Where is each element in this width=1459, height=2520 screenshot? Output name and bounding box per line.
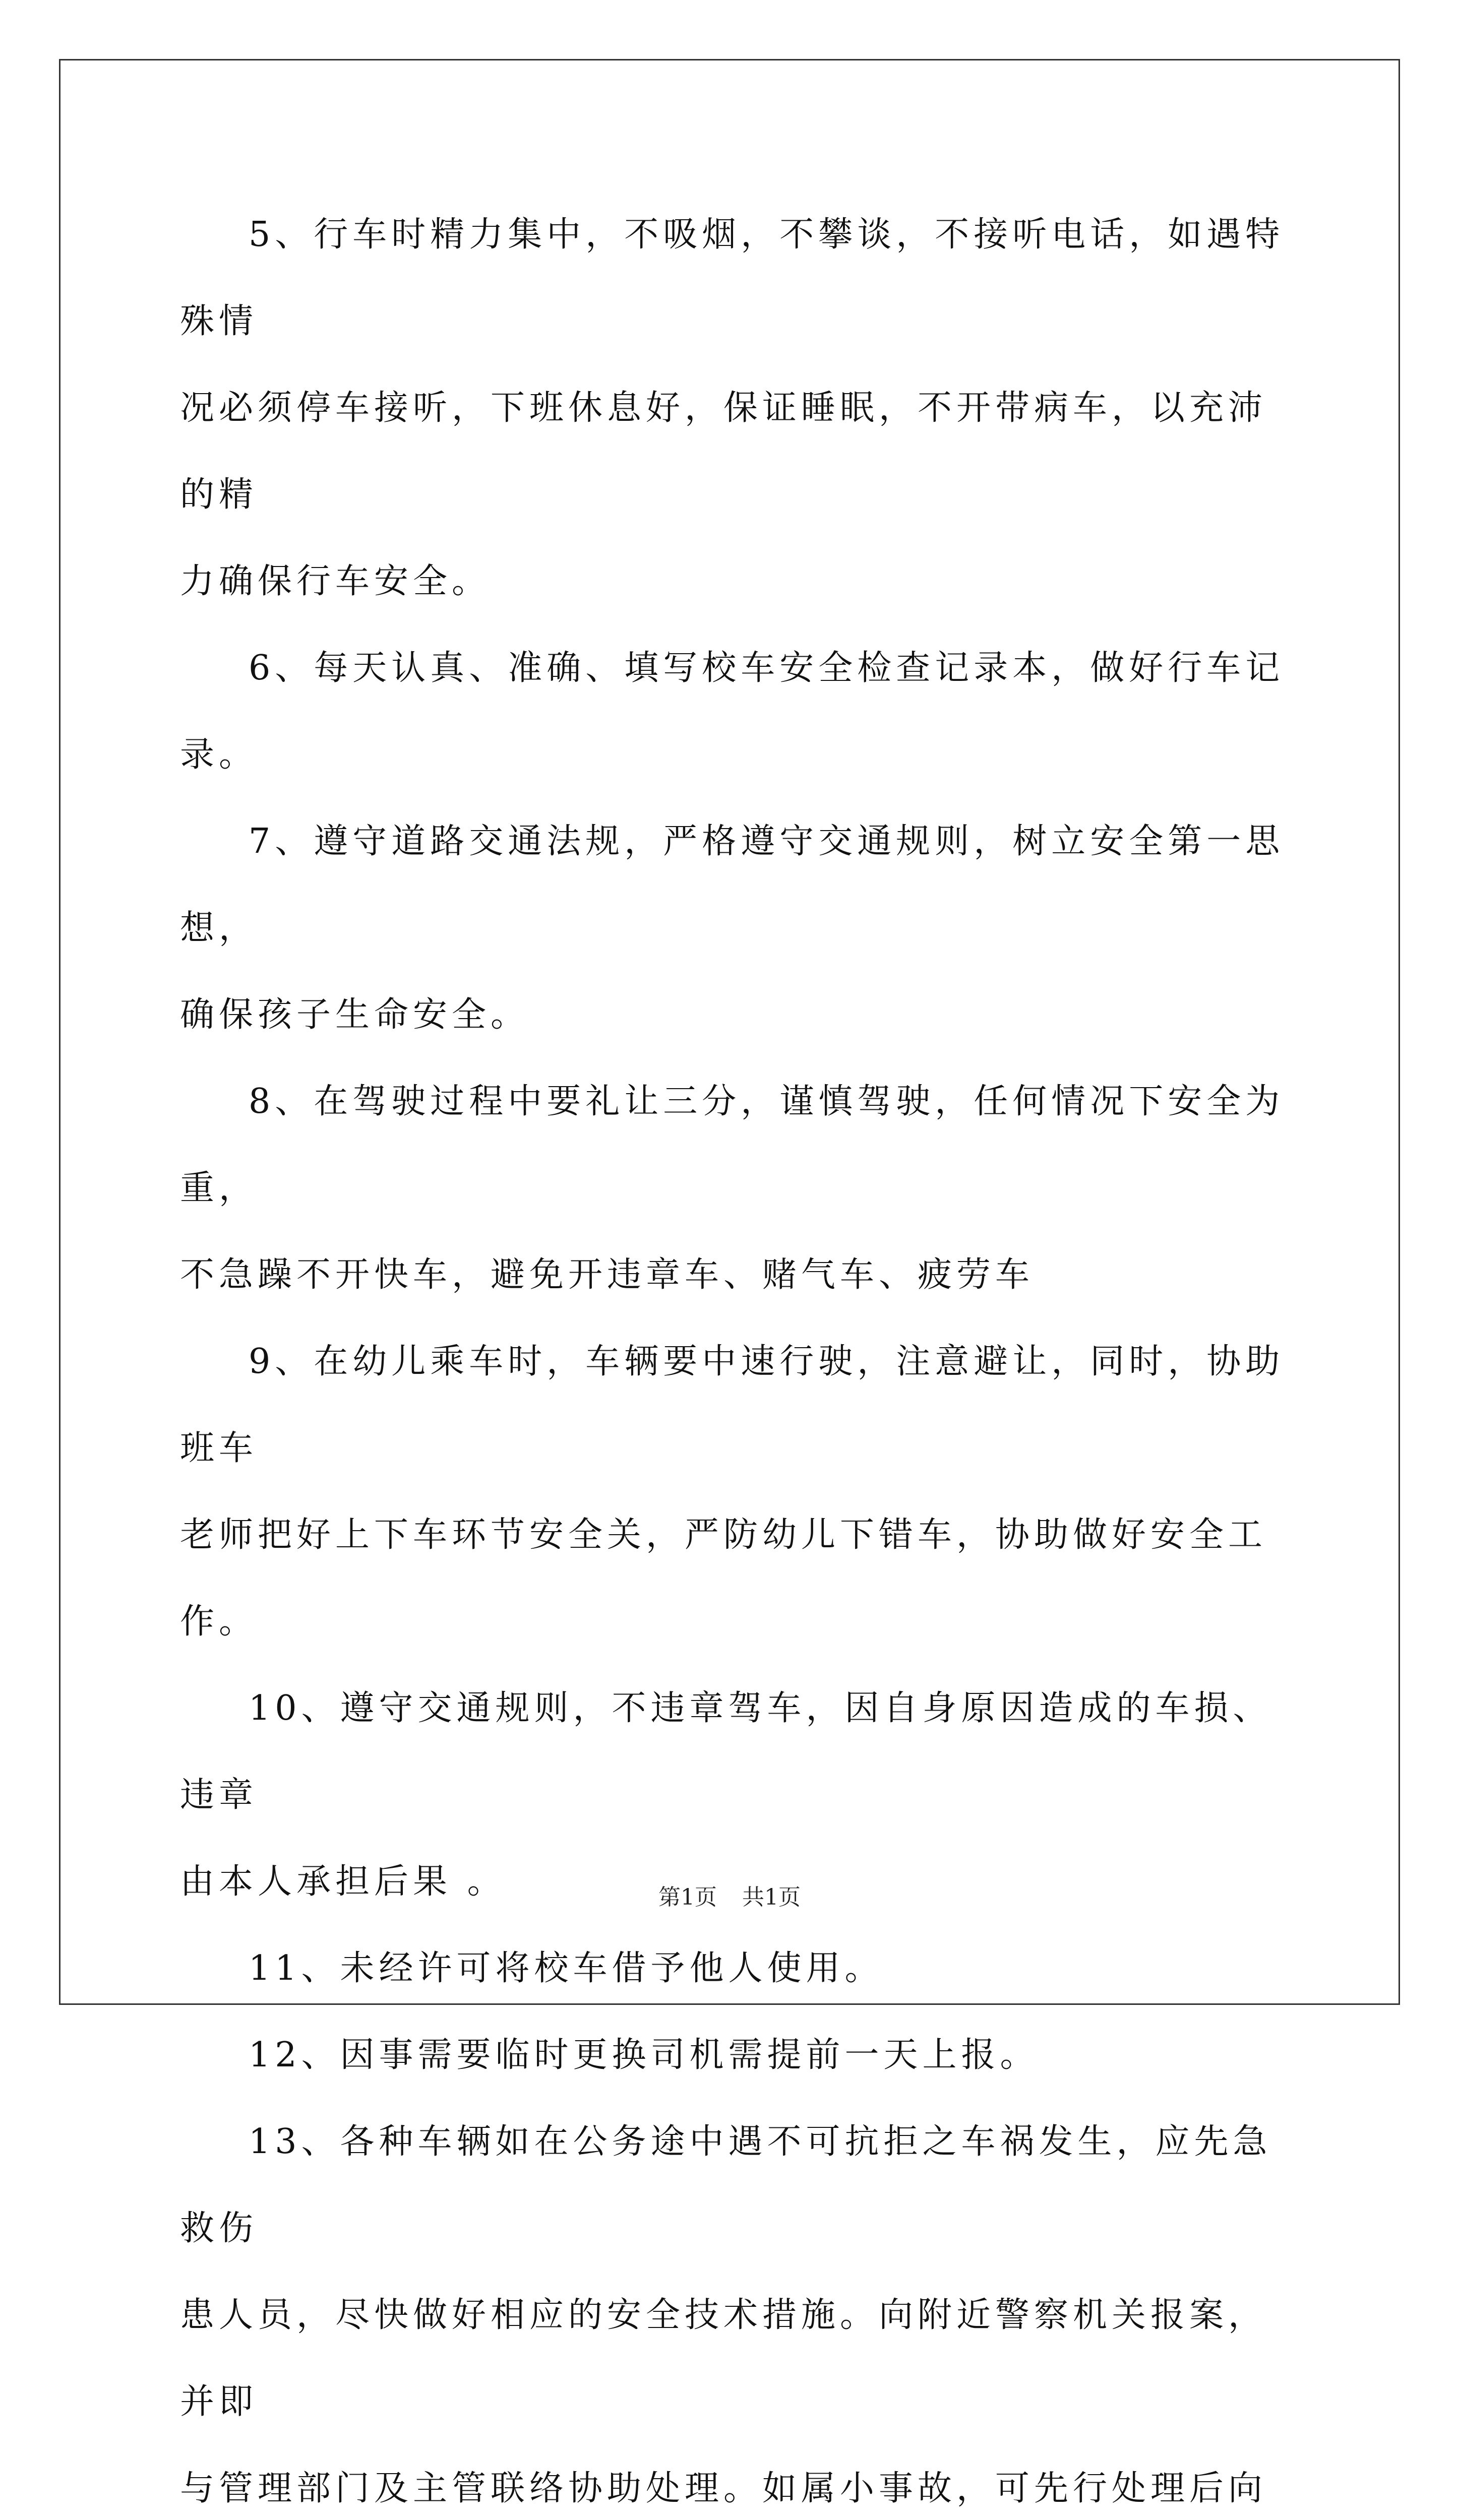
text-line: 况必须停车接听，下班休息好，保证睡眠，不开带病车，以充沛的精 [180, 388, 1267, 515]
paragraph-rule-8 [180, 1058, 1289, 1318]
paragraph-rule-12 [180, 2012, 1289, 2099]
paragraph-rule-13 [180, 2099, 1289, 2520]
text-line: 6、每天认真、准确、填写校车安全检查记录本，做好行车记录。 [180, 648, 1285, 775]
text-line: 不急躁不开快车，避免开违章车、赌气车、疲劳车 [180, 1255, 1035, 1295]
text-line: 力确保行车安全。 [180, 561, 491, 601]
text-line: 11、未经许可将校车借予他人使用。 [249, 1948, 884, 1988]
text-line: 由本人承担后果 。 [180, 1862, 506, 1902]
text-line: 5、行车时精力集中，不吸烟，不攀谈，不接听电话，如遇特殊情 [180, 215, 1285, 341]
text-line: 患人员，尽快做好相应的安全技术措施。向附近警察机关报案，并即 [180, 2295, 1267, 2422]
page-footer [0, 1882, 1459, 1913]
paragraph-rule-7 [180, 798, 1289, 1058]
text-line: 确保孩子生命安全。 [180, 995, 530, 1035]
page-number: 第1页 [658, 1884, 717, 1910]
paragraph-rule-11 [180, 1925, 1289, 2012]
page-total: 共1页 [742, 1884, 801, 1910]
text-line: 13、各种车辆如在公务途中遇不可抗拒之车祸发生，应先急救伤 [180, 2122, 1272, 2248]
text-line: 9、在幼儿乘车时，车辆要中速行驶，注意避让，同时，协助班车 [180, 1342, 1285, 1468]
paragraph-rule-6 [180, 625, 1289, 798]
text-line: 老师把好上下车环节安全关，严防幼儿下错车，协助做好安全工作。 [180, 1515, 1267, 1642]
text-line: 12、因事需要临时更换司机需提前一天上报。 [249, 2035, 1039, 2075]
text-line: 10、遵守交通规则，不违章驾车，因自身原因造成的车损、违章 [180, 1688, 1272, 1815]
text-line: 与管理部门及主管联络协助处理。如属小事故，可先行处理后向 [180, 2469, 1267, 2508]
text-line: 8、在驾驶过程中要礼让三分，谨慎驾驶，任何情况下安全为重， [180, 1082, 1285, 1208]
paragraph-rule-9 [180, 1318, 1289, 1665]
document-body [180, 192, 1289, 2520]
text-line: 7、遵守道路交通法规，严格遵守交通规则，树立安全第一思想， [180, 822, 1285, 948]
paragraph-rule-5 [180, 192, 1289, 625]
